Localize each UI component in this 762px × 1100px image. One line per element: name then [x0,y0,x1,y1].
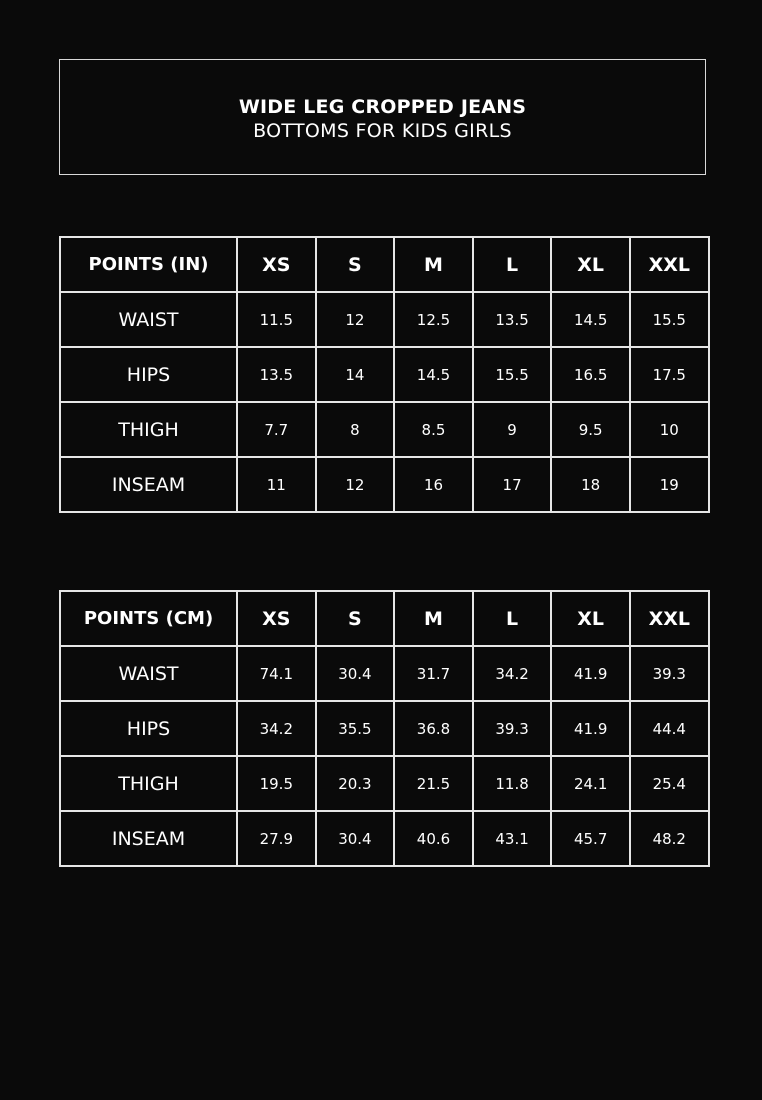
table-cell: 11 [237,457,316,512]
row-label: INSEAM [60,457,237,512]
size-table-centimeters [59,590,710,867]
size-header: M [394,591,473,646]
table-row [60,457,709,512]
table-cell: 17.5 [630,347,709,402]
table-cell: 27.9 [237,811,316,866]
row-label: INSEAM [60,811,237,866]
row-label: WAIST [60,292,237,347]
size-header: XS [237,591,316,646]
table-cell: 12.5 [394,292,473,347]
table-cell: 12 [316,292,395,347]
table-header-row [60,591,709,646]
table-cell: 14 [316,347,395,402]
size-header: S [316,237,395,292]
table-row [60,402,709,457]
table-cell: 15.5 [630,292,709,347]
table-cell: 30.4 [316,646,395,701]
table-row [60,646,709,701]
product-title: WIDE LEG CROPPED JEANS [238,95,527,118]
size-header: XL [551,591,630,646]
table-cell: 11.8 [473,756,552,811]
row-label: HIPS [60,347,237,402]
table-cell: 17 [473,457,552,512]
table-cell: 34.2 [237,701,316,756]
table-cell: 15.5 [473,347,552,402]
table-cell: 16 [394,457,473,512]
table-cell: 9.5 [551,402,630,457]
table-cell: 74.1 [237,646,316,701]
size-header: XXL [630,591,709,646]
size-header: L [473,237,552,292]
table-cell: 8 [316,402,395,457]
table-cell: 39.3 [630,646,709,701]
size-header: M [394,237,473,292]
table-cell: 39.3 [473,701,552,756]
table-cell: 21.5 [394,756,473,811]
row-label: THIGH [60,402,237,457]
table-row [60,347,709,402]
table-cell: 16.5 [551,347,630,402]
table-cell: 13.5 [237,347,316,402]
table-cell: 10 [630,402,709,457]
table-cell: 45.7 [551,811,630,866]
table-cell: 12 [316,457,395,512]
table-cell: 41.9 [551,646,630,701]
size-header: L [473,591,552,646]
row-label: THIGH [60,756,237,811]
table-cell: 11.5 [237,292,316,347]
row-label: HIPS [60,701,237,756]
table-cell: 48.2 [630,811,709,866]
table-cell: 19 [630,457,709,512]
table-header-row [60,237,709,292]
table-cell: 41.9 [551,701,630,756]
table-row [60,811,709,866]
table-cell: 9 [473,402,552,457]
table-cell: 44.4 [630,701,709,756]
size-header: S [316,591,395,646]
size-header: XS [237,237,316,292]
table-row [60,292,709,347]
table-cell: 43.1 [473,811,552,866]
table-row [60,756,709,811]
table-cell: 18 [551,457,630,512]
table-cell: 13.5 [473,292,552,347]
row-label: WAIST [60,646,237,701]
table-cell: 40.6 [394,811,473,866]
table-row [60,701,709,756]
points-header: POINTS (CM) [60,591,237,646]
table-cell: 20.3 [316,756,395,811]
size-table-inches [59,236,710,513]
table-cell: 31.7 [394,646,473,701]
product-subtitle: BOTTOMS FOR KIDS GIRLS [253,119,512,142]
table-cell: 25.4 [630,756,709,811]
table-cell: 35.5 [316,701,395,756]
table-cell: 24.1 [551,756,630,811]
table-cell: 7.7 [237,402,316,457]
points-header: POINTS (IN) [60,237,237,292]
table-cell: 36.8 [394,701,473,756]
title-box [59,59,706,175]
table-cell: 34.2 [473,646,552,701]
table-cell: 14.5 [394,347,473,402]
table-cell: 8.5 [394,402,473,457]
table-cell: 19.5 [237,756,316,811]
table-cell: 30.4 [316,811,395,866]
size-header: XL [551,237,630,292]
table-cell: 14.5 [551,292,630,347]
size-header: XXL [630,237,709,292]
